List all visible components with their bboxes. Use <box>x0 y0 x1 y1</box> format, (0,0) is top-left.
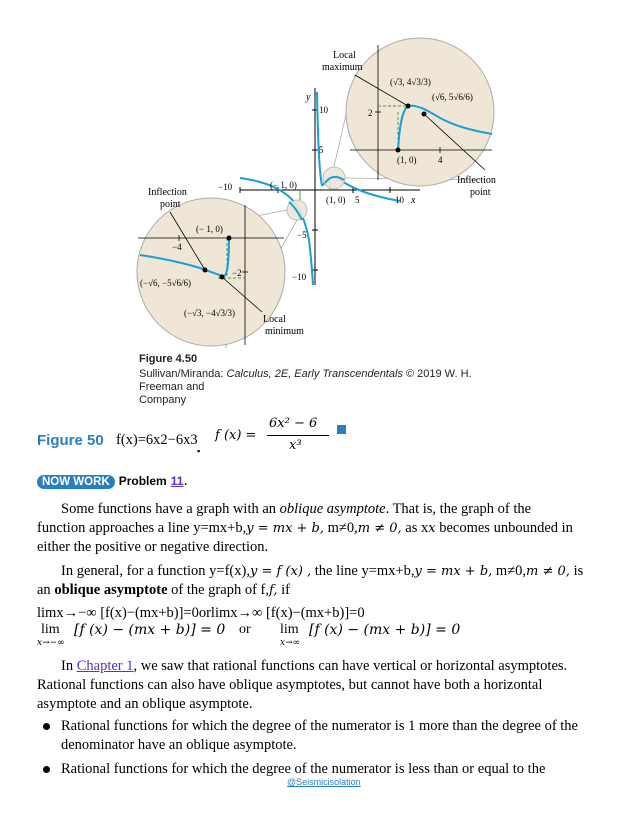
bullet-2-line1: Rational functions for which the degree of the numerator is less than or equal to the <box>61 761 546 777</box>
inset-right-tick-4: 4 <box>438 155 443 165</box>
tick-y-neg5: −5 <box>297 230 307 240</box>
figure-label-line <box>37 416 637 458</box>
small-square-icon: ▪ <box>197 446 201 456</box>
problem-link[interactable]: 11 <box>170 474 184 488</box>
tick-x-neg10: −10 <box>218 182 233 192</box>
para2-line2: an oblique asymptote of the graph of f,f, if <box>37 582 290 598</box>
tick-y-neg10: −10 <box>292 272 307 282</box>
typeset-formula-numerator: 6x² − 6 <box>269 416 318 431</box>
typeset-formula-denominator: x³ <box>289 438 302 453</box>
chapter-1-link[interactable]: Chapter 1 <box>76 658 134 674</box>
figure-number: Figure 50 <box>37 432 104 449</box>
now-work-line: NOW WORK Problem 11. <box>37 472 188 490</box>
para3-line1: In Chapter 1, we saw that rational functions can have vertical or horizontal asymptotes. <box>61 658 568 674</box>
bullet-dot-2 <box>43 766 50 773</box>
label-inflection-left-2: point <box>160 199 181 210</box>
figure-graph <box>0 0 638 365</box>
label-local-maximum-2: maximum <box>322 62 363 73</box>
inset-right-point-1-0: (1, 0) <box>397 155 417 165</box>
label-inflection-left-1: Inflection <box>148 187 187 198</box>
bullet-dot-1 <box>43 723 50 730</box>
axis-y-label: y <box>306 92 311 103</box>
para2-line1: In general, for a function y=f(x),y = f (x) , the line y=mx+b,y = mx + b, m≠0,m ≠ 0, is <box>61 563 584 579</box>
inset-left-min-label: (−√3, −4√3/3) <box>184 308 236 318</box>
label-point-neg1-0: (− 1, 0) <box>270 180 297 190</box>
now-work-badge: NOW WORK <box>37 475 115 489</box>
label-point-1-0: (1, 0) <box>326 195 346 205</box>
label-inflection-right-2: point <box>470 187 491 198</box>
inset-right-max-label: (√3, 4√3/3) <box>390 77 431 87</box>
inset-left-inflection-label: (−√6, −5√6/6) <box>140 278 192 288</box>
inset-right-inflection-label: (√6, 5√6/6) <box>432 92 473 102</box>
inset-left-point-neg1-0: (− 1, 0) <box>196 224 223 234</box>
para3-line3: asymptote and an oblique asymptote. <box>37 696 253 712</box>
watermark: @Seismicisolation <box>287 777 361 787</box>
limits-plain: limx→−∞ [f(x)−(mx+b)]=0orlimx→∞ [f(x)−(mx+b)]=0 <box>37 605 365 621</box>
para1-line3: either the positive or negative direction. <box>37 539 269 555</box>
figure-caption-credit: Sullivan/Miranda: Calculus, 2E, Early Transcendentals © 2019 W. H. Freeman and Company <box>139 368 472 406</box>
tick-x-10: 10 <box>395 195 404 205</box>
tick-y-10: 10 <box>319 105 328 115</box>
tick-x-5: 5 <box>355 195 360 205</box>
label-local-minimum-2: minimum <box>265 326 304 337</box>
bullet-1-line1: Rational functions for which the degree of the numerator is 1 more than the degree of the <box>61 718 578 734</box>
label-inflection-right-1: Inflection <box>457 175 496 186</box>
label-local-minimum-1: Local <box>263 314 286 325</box>
inset-right-tick-2: 2 <box>368 108 373 118</box>
para3-line2: Rational functions can also have oblique asymptotes, but cannot have both a horizontal <box>37 677 543 693</box>
axis-x-label: x <box>411 195 416 206</box>
now-work-problem-label: Problem <box>118 474 167 488</box>
bullet-1-line2: denominator have an oblique asymptote. <box>61 737 297 753</box>
para1-line1: Some functions have a graph with an oblique asymptote. That is, the graph of the <box>61 501 532 517</box>
figure-caption-title: Figure 4.50 <box>139 353 198 365</box>
limits-typeset: lim x→−∞ [f (x) − (mx + b)] = 0 or lim x→∞ [f (x) − (mx + b)] = 0 <box>37 622 461 648</box>
para1-line2: function approaches a line y=mx+b,y = mx + b, m≠0,m ≠ 0, as xx becomes unbounded in <box>37 520 573 536</box>
blue-square-icon <box>337 425 346 434</box>
inset-left-tick-neg2: −2 <box>232 268 242 278</box>
inset-left-tick-neg4: −4 <box>172 242 182 252</box>
figure-plain-formula: f(x)=6x2−6x3 <box>116 432 198 448</box>
typeset-formula-lhs: f (x) = <box>215 428 257 443</box>
tick-y-5: 5 <box>319 145 324 155</box>
label-local-maximum-1: Local <box>333 50 356 61</box>
